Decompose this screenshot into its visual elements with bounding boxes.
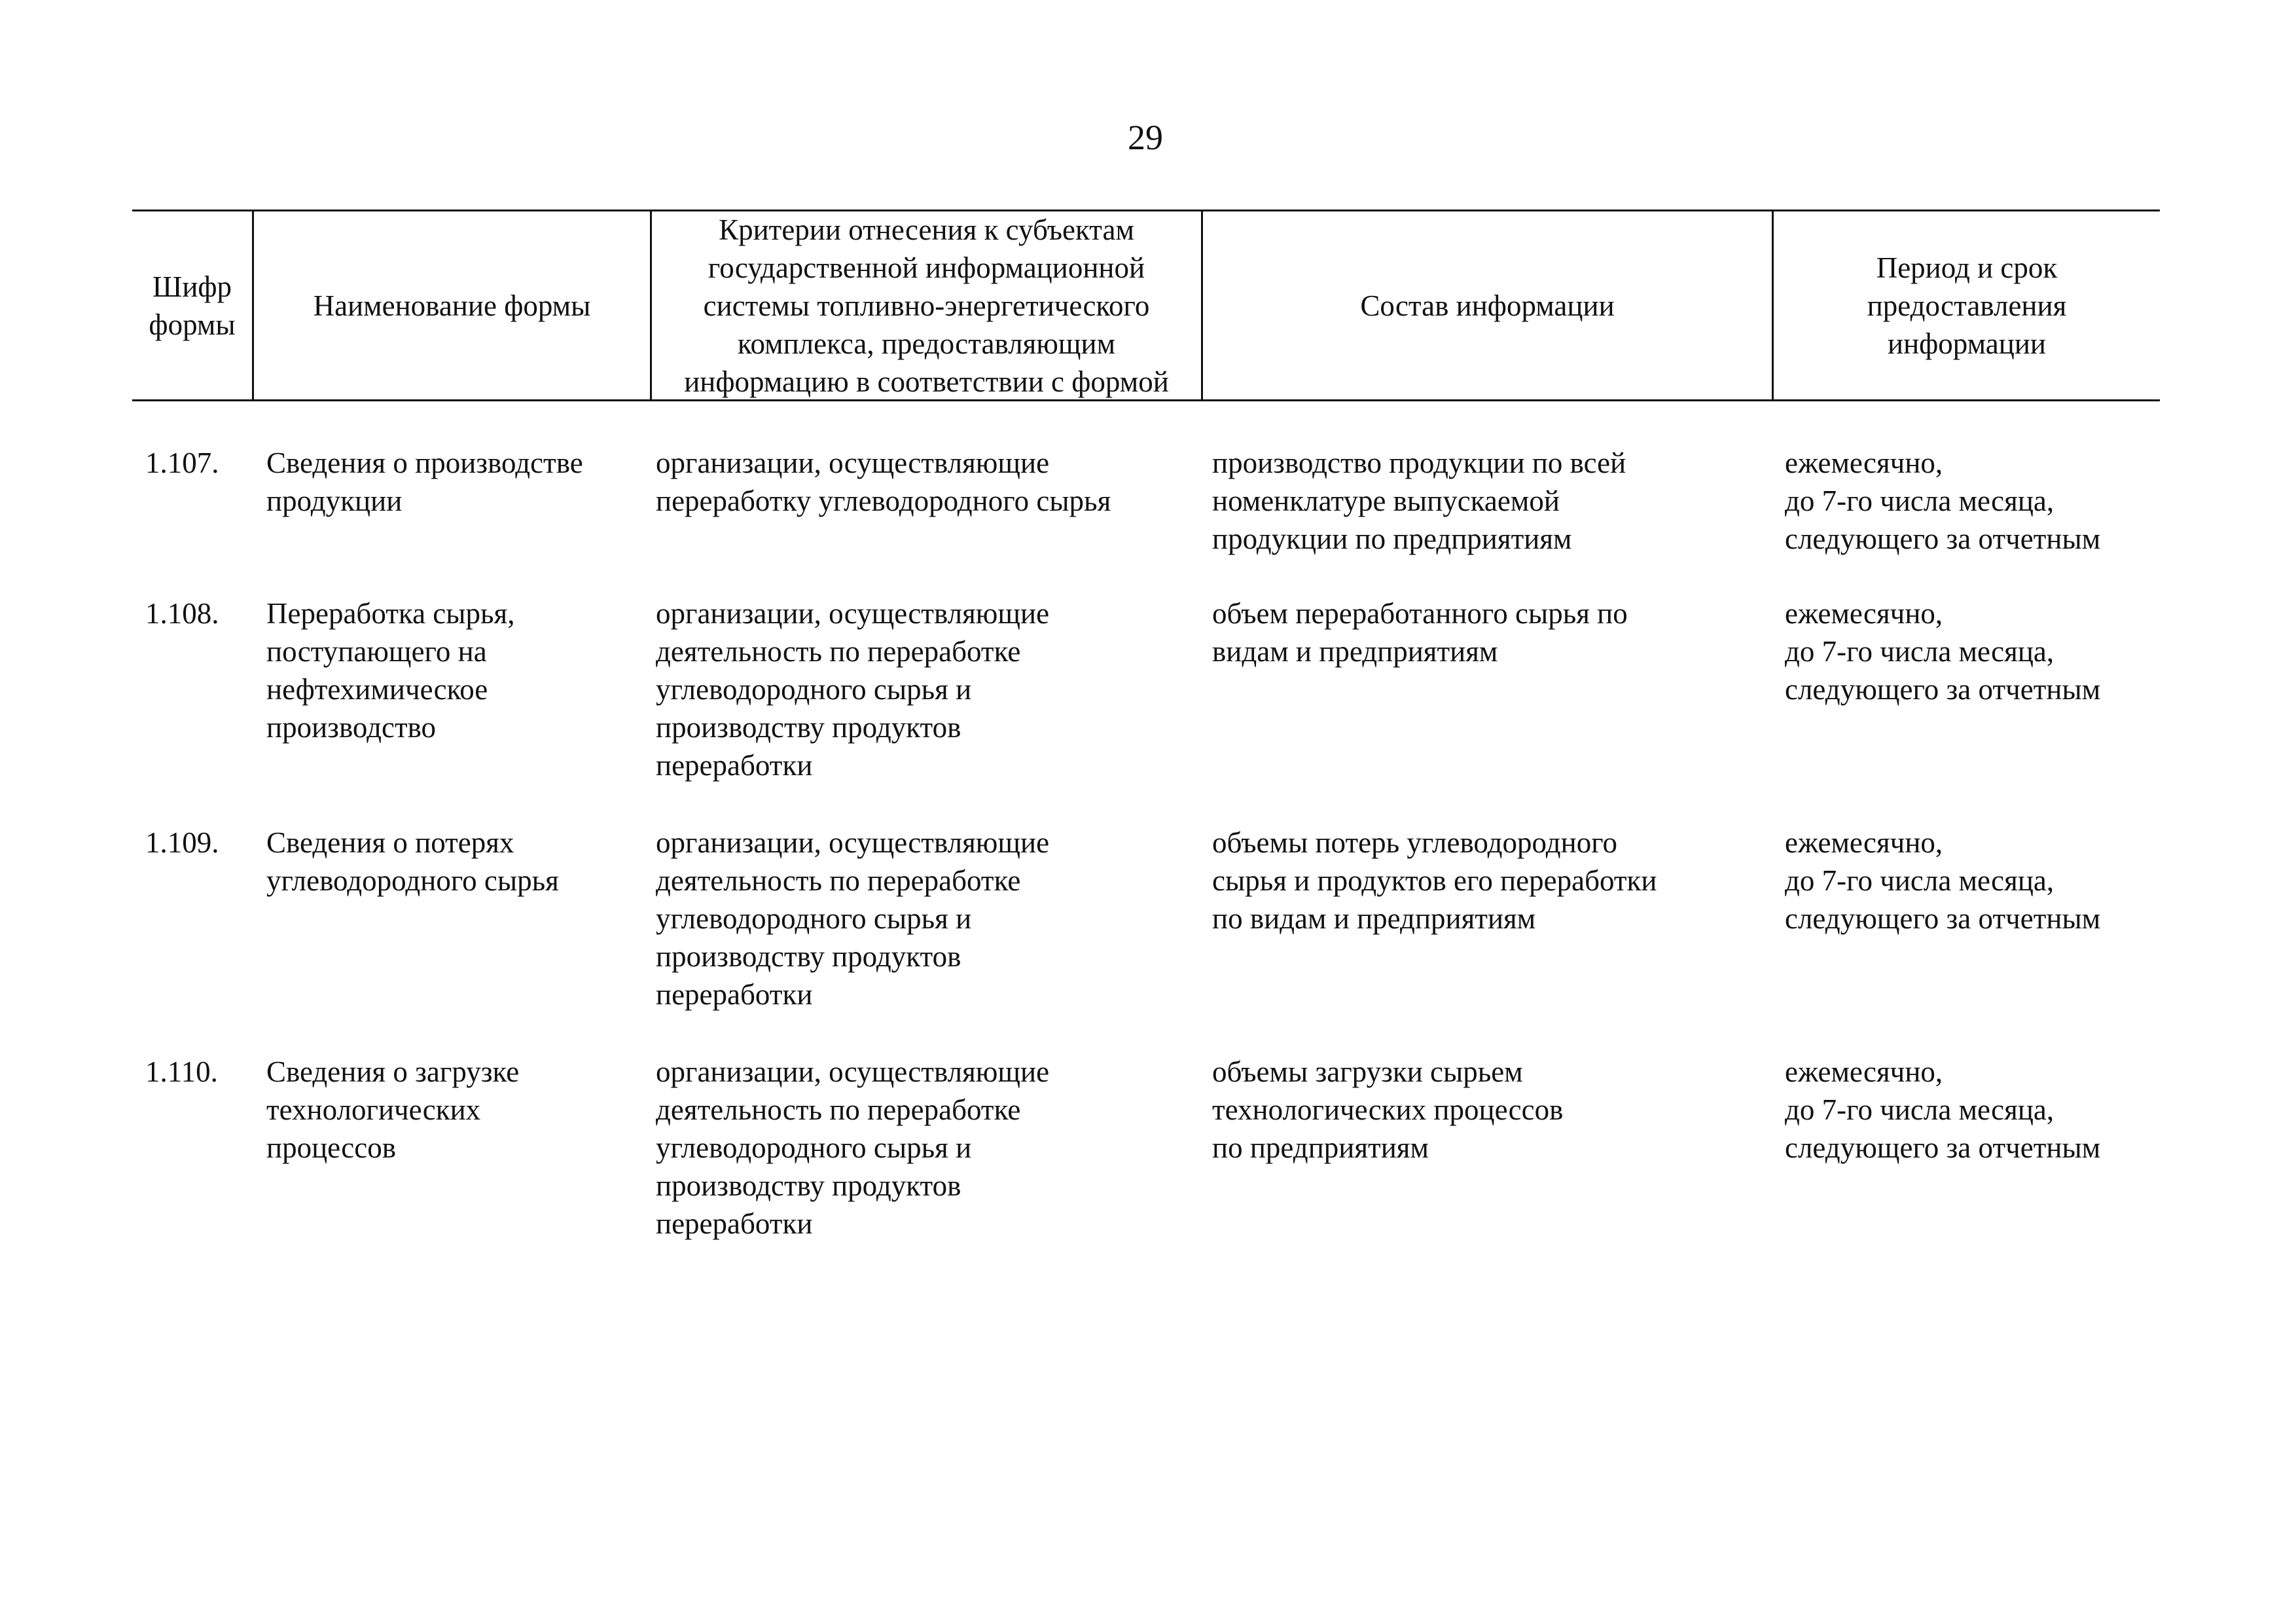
form-name: Сведения о потерях углеводородного сырья <box>266 826 559 897</box>
form-period: ежемесячно, до 7-го числа месяца, следующего за отчетным <box>1785 597 2101 706</box>
form-code: 1.108. <box>145 597 219 630</box>
form-period: ежемесячно, до 7-го числа месяца, следующего за отчетным <box>1785 447 2101 555</box>
form-code: 1.109. <box>145 826 219 859</box>
form-name: Переработка сырья, поступающего на нефтехимическое производство <box>266 597 515 744</box>
header-composition: Состав информации <box>1360 289 1615 322</box>
form-criteria: организации, осуществляющие деятельность по переработке углеводородного сырья и производству продуктов переработки <box>656 1055 1050 1240</box>
form-criteria: организации, осуществляющие деятельность по переработке углеводородного сырья и производству продуктов переработки <box>656 826 1050 1011</box>
form-composition: объемы загрузки сырьем технологических процессов по предприятиям <box>1212 1055 1564 1164</box>
form-code: 1.110. <box>145 1055 218 1088</box>
form-name: Сведения о производстве продукции <box>266 447 583 517</box>
form-composition: производство продукции по всей номенклатуре выпускаемой продукции по предприятиям <box>1212 447 1626 555</box>
form-composition: объемы потерь углеводородного сырья и продуктов его переработки по видам и предприятиям <box>1212 826 1657 935</box>
form-code: 1.107. <box>145 447 219 479</box>
form-period: ежемесячно, до 7-го числа месяца, следующего за отчетным <box>1785 1055 2101 1164</box>
page-number: 29 <box>1128 118 1163 157</box>
header-code: Шифр формы <box>149 270 236 341</box>
table-header <box>132 210 2160 401</box>
form-composition: объем переработанного сырья по видам и предприятиям <box>1212 597 1628 668</box>
form-criteria: организации, осуществляющие деятельность по переработке углеводородного сырья и производству продуктов переработки <box>656 597 1050 782</box>
header-name: Наименование формы <box>313 289 591 322</box>
header-period: Период и срок предоставления информации <box>1867 251 2067 360</box>
form-period: ежемесячно, до 7-го числа месяца, следующего за отчетным <box>1785 826 2101 935</box>
form-criteria: организации, осуществляющие переработку углеводородного сырья <box>656 447 1111 517</box>
form-name: Сведения о загрузке технологических процессов <box>266 1055 520 1164</box>
header-criteria: Критерии отнесения к субъектам государственной информационной системы топливно-энергетического комплекса, предоставляющим информацию в соответствии с формой <box>684 213 1169 398</box>
